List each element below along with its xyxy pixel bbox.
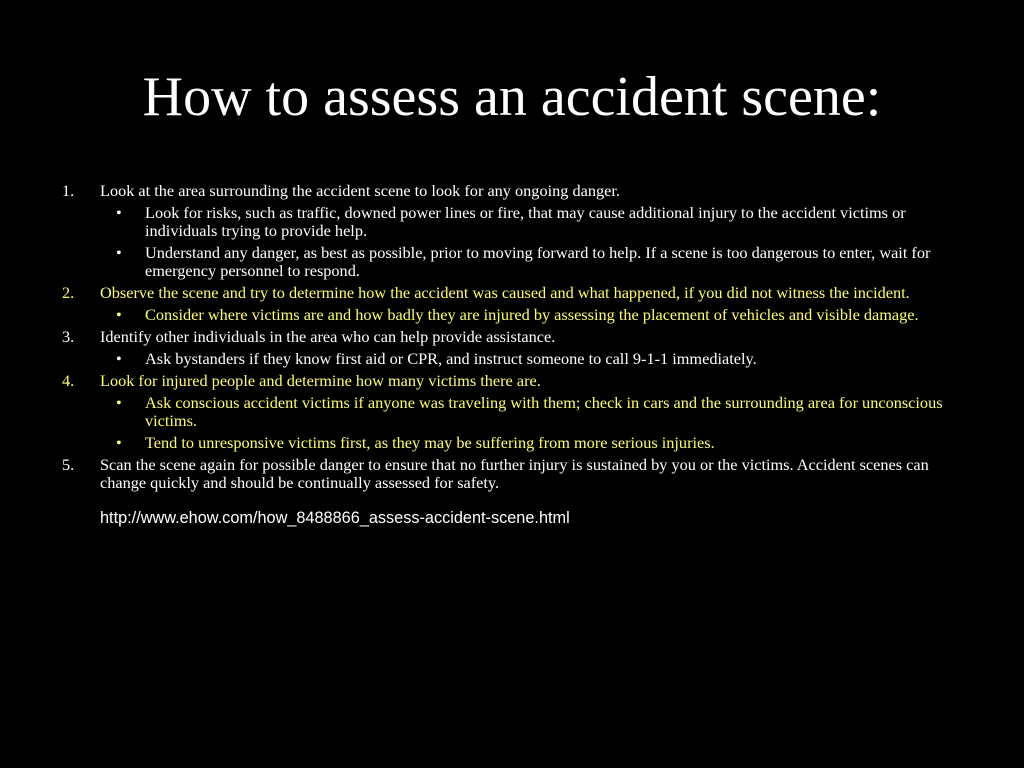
- sub-bullet-text: Understand any danger, as best as possible, prior to moving forward to help. If a scene is too dangerous to enter, wait for emergency personnel to respond.: [145, 243, 931, 280]
- bullet-icon: •: [116, 349, 122, 368]
- slide-content: [62, 182, 972, 528]
- list-item-2: [62, 284, 972, 302]
- list-item-1: [62, 182, 972, 200]
- list-item-text: Scan the scene again for possible danger to ensure that no further injury is sustained by you or the victims. Accident scenes can change quickly and should be continually assessed for safety.: [100, 455, 929, 492]
- source-link[interactable]: http://www.ehow.com/how_8488866_assess-accident-scene.html: [100, 509, 570, 527]
- bullet-icon: •: [116, 203, 122, 222]
- sub-bullet: [62, 350, 972, 368]
- slide-title: How to assess an accident scene:: [142, 66, 882, 128]
- list-item-text: Observe the scene and try to determine how the accident was caused and what happened, if you did not witness the incident.: [100, 283, 910, 302]
- sub-bullet-text: Ask bystanders if they know first aid or CPR, and instruct someone to call 9-1-1 immediately.: [145, 349, 757, 368]
- list-item-text: Look for injured people and determine how many victims there are.: [100, 371, 541, 390]
- sub-bullet: [62, 204, 972, 240]
- list-item-text: Look at the area surrounding the accident scene to look for any ongoing danger.: [100, 181, 620, 200]
- sub-bullet-text: Ask conscious accident victims if anyone was traveling with them; check in cars and the surrounding area for unconscious victims.: [145, 393, 943, 430]
- list-number: 5.: [62, 455, 75, 474]
- list-item-text: Identify other individuals in the area who can help provide assistance.: [100, 327, 556, 346]
- bullet-icon: •: [116, 393, 122, 412]
- list-item-3: [62, 328, 972, 346]
- sub-bullet: [62, 306, 972, 324]
- sub-bullet: [62, 434, 972, 452]
- bullet-icon: •: [116, 243, 122, 262]
- bullet-icon: •: [116, 433, 122, 452]
- list-item-5: [62, 456, 972, 492]
- list-number: 2.: [62, 283, 75, 302]
- list-item-4: [62, 372, 972, 390]
- sub-bullet: [62, 394, 972, 430]
- sub-bullet-text: Tend to unresponsive victims first, as they may be suffering from more serious injuries.: [145, 433, 715, 452]
- sub-bullet-text: Look for risks, such as traffic, downed power lines or fire, that may cause additional injury to the accident victims or individuals trying to provide help.: [145, 203, 906, 240]
- sub-bullet-text: Consider where victims are and how badly they are injured by assessing the placement of vehicles and visible damage.: [145, 305, 919, 324]
- sub-bullet: [62, 244, 972, 280]
- list-number: 1.: [62, 181, 75, 200]
- list-number: 3.: [62, 327, 75, 346]
- bullet-icon: •: [116, 305, 122, 324]
- list-number: 4.: [62, 371, 75, 390]
